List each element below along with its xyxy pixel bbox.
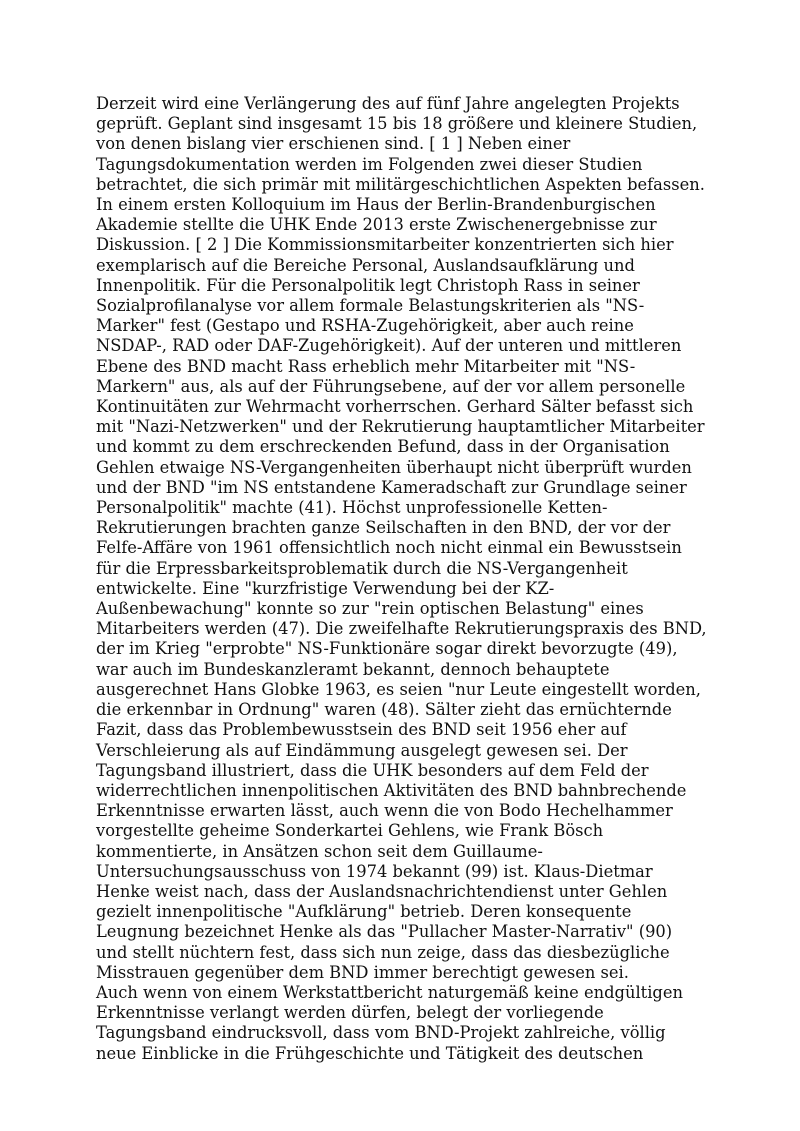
text-line: kommentierte, in Ansätzen schon seit dem Guillaume- — [96, 841, 543, 861]
text-line: und der BND "im NS entstandene Kameradschaft zur Grundlage seiner — [96, 477, 687, 497]
text-line: Innenpolitik. Für die Personalpolitik legt Christoph Rass in seiner — [96, 275, 640, 295]
text-line: Marker" fest (Gestapo und RSHA-Zugehörigkeit, aber auch reine — [96, 316, 634, 336]
text-line: und stellt nüchtern fest, dass sich nun zeige, dass das diesbezügliche — [96, 942, 670, 962]
text-line: der im Krieg "erprobte" NS-Funktionäre sogar direkt bevorzugte (49), — [96, 639, 678, 659]
text-line: Außenbewachung" konnte so zur "rein optischen Belastung" eines — [96, 599, 644, 619]
text-line: betrachtet, die sich primär mit militärgeschichtlichen Aspekten befassen. — [96, 174, 705, 194]
text-line: Diskussion. [ 2 ] Die Kommissionsmitarbeiter konzentrierten sich hier — [96, 235, 674, 255]
text-line: Leugnung bezeichnet Henke als das "Pullacher Master-Narrativ" (90) — [96, 922, 673, 942]
text-line: Erkenntnisse verlangt werden dürfen, belegt der vorliegende — [96, 1003, 604, 1023]
text-line: mit "Nazi-Netzwerken" und der Rekrutierung hauptamtlicher Mitarbeiter — [96, 417, 705, 437]
text-line: Ebene des BND macht Rass erheblich mehr Mitarbeiter mit "NS- — [96, 356, 636, 376]
text-line: Tagungsband illustriert, dass die UHK besonders auf dem Feld der — [96, 760, 649, 780]
text-line: von denen bislang vier erschienen sind. [ 1 ] Neben einer — [96, 134, 571, 154]
text-line: für die Erpressbarkeitsproblematik durch die NS-Vergangenheit — [96, 558, 628, 578]
text-line: exemplarisch auf die Bereiche Personal, Auslandsaufklärung und — [96, 255, 635, 275]
text-line: Derzeit wird eine Verlängerung des auf fünf Jahre angelegten Projekts — [96, 94, 680, 113]
text-line: NSDAP-, RAD oder DAF-Zugehörigkeit). Auf der unteren und mittleren — [96, 336, 682, 356]
text-line: Felfe-Affäre von 1961 offensichtlich noch nicht einmal ein Bewusstsein — [96, 538, 682, 558]
text-line: Tagungsdokumentation werden im Folgenden zwei dieser Studien — [96, 154, 643, 174]
text-line: Sozialprofilanalyse vor allem formale Belastungskriterien als "NS- — [96, 296, 645, 316]
text-line: vorgestellte geheime Sonderkartei Gehlens, wie Frank Bösch — [96, 821, 604, 841]
text-line: entwickelte. Eine "kurzfristige Verwendung bei der KZ- — [96, 578, 555, 598]
document-body — [96, 94, 716, 1064]
text-line: Mitarbeiters werden (47). Die zweifelhafte Rekrutierungspraxis des BND, — [96, 619, 707, 639]
text-line: Erkenntnisse erwarten lässt, auch wenn die von Bodo Hechelhammer — [96, 801, 673, 821]
text-line: war auch im Bundeskanzleramt bekannt, dennoch behauptete — [96, 659, 610, 679]
text-line: widerrechtlichen innenpolitischen Aktivitäten des BND bahnbrechende — [96, 780, 687, 800]
text-line: ausgerechnet Hans Globke 1963, es seien "nur Leute eingestellt worden, — [96, 679, 701, 699]
text-line: Akademie stellte die UHK Ende 2013 erste Zwischenergebnisse zur — [96, 215, 657, 235]
text-line: Rekrutierungen brachten ganze Seilschaften in den BND, der vor der — [96, 518, 671, 538]
text-line: Auch wenn von einem Werkstattbericht naturgemäß keine endgültigen — [96, 982, 683, 1002]
text-line: Misstrauen gegenüber dem BND immer berechtigt gewesen sei. — [96, 962, 629, 982]
text-line: Untersuchungsausschuss von 1974 bekannt (99) ist. Klaus-Dietmar — [96, 861, 653, 881]
text-line: gezielt innenpolitische "Aufklärung" betrieb. Deren konsequente — [96, 902, 632, 922]
text-line: Gehlen etwaige NS-Vergangenheiten überhaupt nicht überprüft wurden — [96, 457, 692, 477]
text-line: Verschleierung als auf Eindämmung ausgelegt gewesen sei. Der — [96, 740, 628, 760]
text-line: geprüft. Geplant sind insgesamt 15 bis 18 größere und kleinere Studien, — [96, 114, 698, 134]
text-line: Henke weist nach, dass der Auslandsnachrichtendienst unter Gehlen — [96, 881, 668, 901]
text-line: und kommt zu dem erschreckenden Befund, dass in der Organisation — [96, 437, 670, 457]
text-line: neue Einblicke in die Frühgeschichte und Tätigkeit des deutschen — [96, 1043, 644, 1063]
text-line: Kontinuitäten zur Wehrmacht vorherrschen. Gerhard Sälter befasst sich — [96, 397, 694, 417]
text-line: Fazit, dass das Problembewusstsein des BND seit 1956 eher auf — [96, 720, 627, 740]
text-line: Personalpolitik" machte (41). Höchst unprofessionelle Ketten- — [96, 498, 608, 518]
text-line: Tagungsband eindrucksvoll, dass vom BND-Projekt zahlreiche, völlig — [96, 1023, 666, 1043]
text-line: die erkennbar in Ordnung" waren (48). Sälter zieht das ernüchternde — [96, 700, 672, 720]
text-line: In einem ersten Kolloquium im Haus der Berlin-Brandenburgischen — [96, 195, 656, 215]
text-line: Markern" aus, als auf der Führungsebene, auf der vor allem personelle — [96, 376, 686, 396]
